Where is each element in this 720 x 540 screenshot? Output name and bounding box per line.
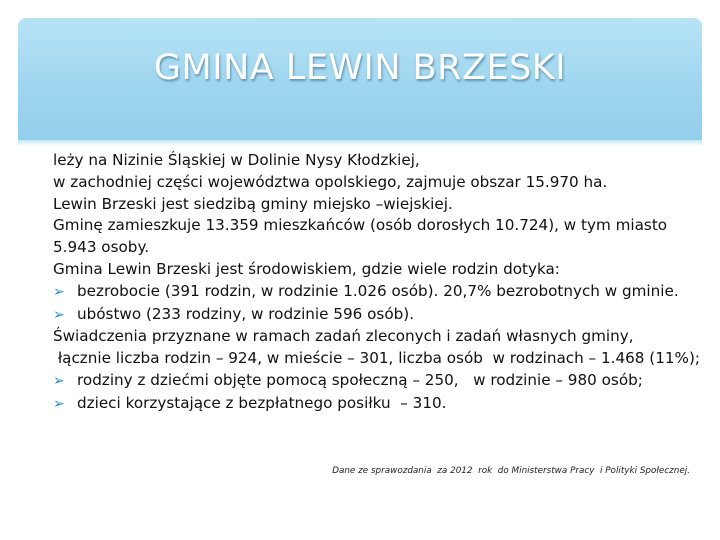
source-footnote: Dane ze sprawozdania za 2012 rok do Ministerstwa Pracy i Polityki Społecznej. [332, 466, 690, 476]
slide-body [53, 150, 703, 416]
bullet-item-families-children [53, 370, 703, 393]
text-line-location: leży na Nizinie Śląskiej w Dolinie Nysy Kłodzkiej, [53, 151, 420, 169]
bullet-item-unemployment [53, 281, 703, 304]
text-line-area: w zachodniej części województwa opolskiego, zajmuje obszar 15.970 ha. [53, 172, 608, 191]
text-line-benefits: Świadczenia przyznane w ramach zadań zleconych i zadań własnych gminy, [53, 327, 634, 346]
text-line-seat: Lewin Brzeski jest siedzibą gminy miejsko –wiejskiej. [53, 194, 453, 213]
bullet-text: rodziny z dziećmi objęte pomocą społeczną – 250, w rodzinie – 980 osób; [77, 370, 643, 389]
text-line-population: Gminę zamieszkuje 13.359 mieszkańców (osób dorosłych 10.724), w tym miasto 5.943 osoby. [53, 216, 668, 257]
text-line-problems-intro: Gmina Lewin Brzeski jest środowiskiem, gdzie wiele rodzin dotyka: [53, 259, 560, 278]
arrow-right-icon: ➢ [53, 372, 65, 389]
arrow-right-icon: ➢ [53, 283, 65, 300]
bullet-item-free-meals [53, 393, 703, 416]
arrow-right-icon: ➢ [53, 306, 65, 323]
slide-title: GMINA LEWIN BRZESKI [153, 48, 567, 88]
bullet-text: ubóstwo (233 rodziny, w rodzinie 596 osób). [77, 304, 415, 323]
bullet-text: dzieci korzystające z bezpłatnego posiłku – 310. [77, 393, 447, 412]
arrow-right-icon: ➢ [53, 395, 65, 412]
bullet-text: bezrobocie (391 rodzin, w rodzinie 1.026 osób). 20,7% bezrobotnych w gminie. [77, 281, 679, 300]
bullet-item-poverty [53, 304, 703, 327]
text-line-benefits-totals: łącznie liczba rodzin – 924, w mieście – 301, liczba osób w rodzinach – 1.468 (11%); [53, 349, 701, 368]
